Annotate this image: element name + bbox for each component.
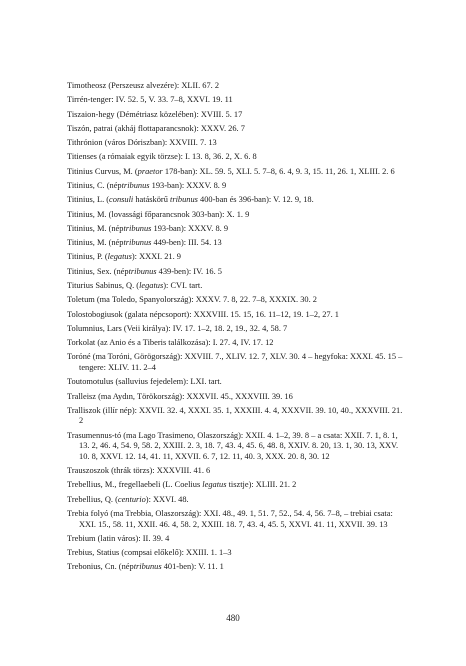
index-page	[67, 81, 405, 577]
italic-term: centurio	[117, 494, 146, 504]
index-entry	[67, 181, 405, 192]
entry-text: ): XXVI. 48.	[145, 494, 189, 504]
index-entry	[67, 548, 405, 559]
entry-text: Tralliszok (illír nép): XXVII. 32. 4, XXXI. 35. 1, XXXIII. 4. 4, XXXVII. 39. 10, 40., XXXVIII. 21. 2	[67, 405, 403, 426]
entry-text: Titurius Sabinus, Q. (	[67, 280, 140, 290]
entry-text: Timotheosz (Perszeusz alvezére): XLII. 67. 2	[67, 81, 220, 90]
entry-text: Tithrónion (város Dóriszban): XXVIII. 7. 13	[67, 138, 217, 148]
italic-term: praetor	[137, 166, 163, 176]
entry-text: hatáskörű	[133, 195, 170, 205]
index-entry	[67, 110, 405, 121]
index-entry	[67, 95, 405, 106]
entry-text: Trebellius, M., fregellaebeli (L. Coelius	[67, 480, 203, 490]
entry-text: Tolumnius, Lars (Veii királya): IV. 17. 1–2, 18. 2, 19., 32. 4, 58. 7	[67, 323, 288, 333]
entry-text: Titinius Curvus, M. (	[67, 166, 138, 176]
index-entry	[67, 534, 405, 545]
index-entry	[67, 562, 405, 573]
index-entry	[67, 152, 405, 163]
italic-term: consuli	[109, 195, 134, 205]
entry-text: Tolostobogiusok (galata népcsoport): XXXVIII. 15. 15, 16. 11–12, 19. 1–2, 27. 1	[67, 309, 339, 319]
entry-text: Titinius, P. (	[67, 252, 108, 262]
italic-term: tribunus	[121, 180, 150, 190]
index-entry	[67, 406, 405, 427]
index-entry	[67, 124, 405, 135]
entry-text: Trebonius, Cn. (nép	[67, 562, 134, 572]
index-entry	[67, 295, 405, 306]
entry-text: Tiszaion-hegy (Démétriasz közelében): XVIII. 5. 17	[67, 109, 243, 119]
entry-text: Trebium (latin város): II. 39. 4	[67, 533, 170, 543]
index-entry	[67, 352, 405, 373]
index-entry	[67, 431, 405, 463]
italic-term: tribunus	[123, 238, 152, 248]
index-entry	[67, 392, 405, 403]
entry-text: 439-ben): IV. 16. 5	[156, 266, 222, 276]
italic-term: tribunus	[128, 266, 157, 276]
entry-text: Trebius, Statius (compsai előkelő): XXIII. 1. 1–3	[67, 548, 232, 558]
index-entry	[67, 466, 405, 477]
entry-text: Titinius, C. (nép	[67, 180, 122, 190]
entry-text: Tiszón, patrai (akháj flottaparancsnok): XXXV. 26. 7	[67, 123, 245, 133]
index-entry	[67, 195, 405, 206]
index-entry	[67, 210, 405, 221]
entry-text: Tralleisz (ma Aydın, Törökország): XXXVII. 45., XXXVIII. 39. 16	[67, 391, 293, 401]
entry-text: 449-ben): III. 54. 13	[151, 238, 222, 248]
index-entries	[67, 81, 405, 573]
italic-term: legatus	[202, 480, 227, 490]
page-number: 480	[226, 613, 240, 623]
entry-text: 178-ban): XL. 59. 5, XLI. 5. 7–8, 6. 4, 9. 3, 15. 11, 26. 1, XLIII. 2. 6	[162, 166, 395, 176]
italic-term: tribunus	[170, 195, 198, 205]
entry-text: Toletum (ma Toledo, Spanyolország): XXXV. 7. 8, 22. 7–8, XXXIX. 30. 2	[67, 295, 317, 305]
index-entry	[67, 167, 405, 178]
index-entry	[67, 252, 405, 263]
index-entry	[67, 480, 405, 491]
entry-text: Trauszoszok (thrák törzs): XXXVIII. 41. 6	[67, 466, 211, 476]
italic-term: legatus	[107, 252, 132, 262]
entry-text: Tirrén-tenger: IV. 52. 5, V. 33. 7–8, XXVI. 19. 11	[67, 95, 233, 105]
italic-term: tribunus	[123, 223, 152, 233]
index-entry	[67, 495, 405, 506]
index-entry	[67, 509, 405, 530]
entry-text: Titienses (a rómaiak egyik törzse): I. 13. 8, 36. 2, X. 6. 8	[67, 152, 257, 162]
entry-text: Trebellius, Q. (	[67, 494, 118, 504]
entry-text: Torkolat (az Anio és a Tiberis találkozása): I. 27. 4, IV. 17. 12	[67, 338, 274, 348]
entry-text: Titinius, M. (nép	[67, 223, 124, 233]
index-entry	[67, 377, 405, 388]
entry-text: Titinius, Sex. (nép	[67, 266, 129, 276]
index-entry	[67, 338, 405, 349]
entry-text: Trasumennus-tó (ma Lago Trasimeno, Olaszország): XXII. 4. 1–2, 39. 8 – a csata: XXII. 7. 1, 8. 1, 13. 2, 46. 4, 54. 9, 58. 2, XXIII. 2. 3, 18. 7, 43. 4, 45. 6, 48. 8, XXIV. 8. 20, 13. 1, 30. 13, XXV. 10. 8, XXVI. 12. 14, 41. 11, XXVII. 6. 7, 12. 11, 40. 3, XXX. 20. 8, 30. 12	[67, 430, 399, 461]
index-entry	[67, 238, 405, 249]
index-entry	[67, 267, 405, 278]
italic-term: legatus	[139, 280, 164, 290]
index-entry	[67, 324, 405, 335]
entry-text: Trebia folyó (ma Trebbia, Olaszország): XXI. 48., 49. 1, 51. 7, 52., 54. 4, 56. 7–8, – trebiai csata: XXI. 15., 58. 11, XXII. 46. 4, 58. 2, XXIII. 18. 7, 43. 4, 45. 5, XXVI. 41. 11, XXVII. 39. 13	[67, 508, 393, 529]
entry-text: Titinius, L. (	[67, 195, 110, 205]
italic-term: tribunus	[133, 562, 162, 572]
entry-text: tisztje): XLIII. 21. 2	[226, 480, 297, 490]
entry-text: Titinius, M. (lovassági főparancsnok 303-ban): X. 1. 9	[67, 209, 250, 219]
entry-text: ): XXXI. 21. 9	[131, 252, 181, 262]
entry-text: Toutomotulus (salluvius fejedelem): LXI. tart.	[67, 377, 222, 387]
index-entry	[67, 224, 405, 235]
index-entry	[67, 310, 405, 321]
entry-text: ): CVI. tart.	[163, 280, 203, 290]
index-entry	[67, 281, 405, 292]
entry-text: 193-ban): XXXV. 8. 9	[149, 180, 227, 190]
entry-text: Toróné (ma Toróni, Görögország): XXVIII. 7., XLIV. 12. 7, XLV. 30. 4 – hegyfoka: XXXI. 45. 15 – tengere: XLIV. 11. 2–4	[67, 352, 403, 372]
index-entry	[67, 138, 405, 149]
entry-text: 400-ban és 396-ban): V. 12. 9, 18.	[197, 195, 314, 205]
entry-text: 401-ben): V. 11. 1	[161, 562, 224, 572]
entry-text: Titinius, M. (nép	[67, 238, 124, 248]
index-entry	[67, 81, 405, 92]
entry-text: 193-ban): XXXV. 8. 9	[151, 223, 229, 233]
